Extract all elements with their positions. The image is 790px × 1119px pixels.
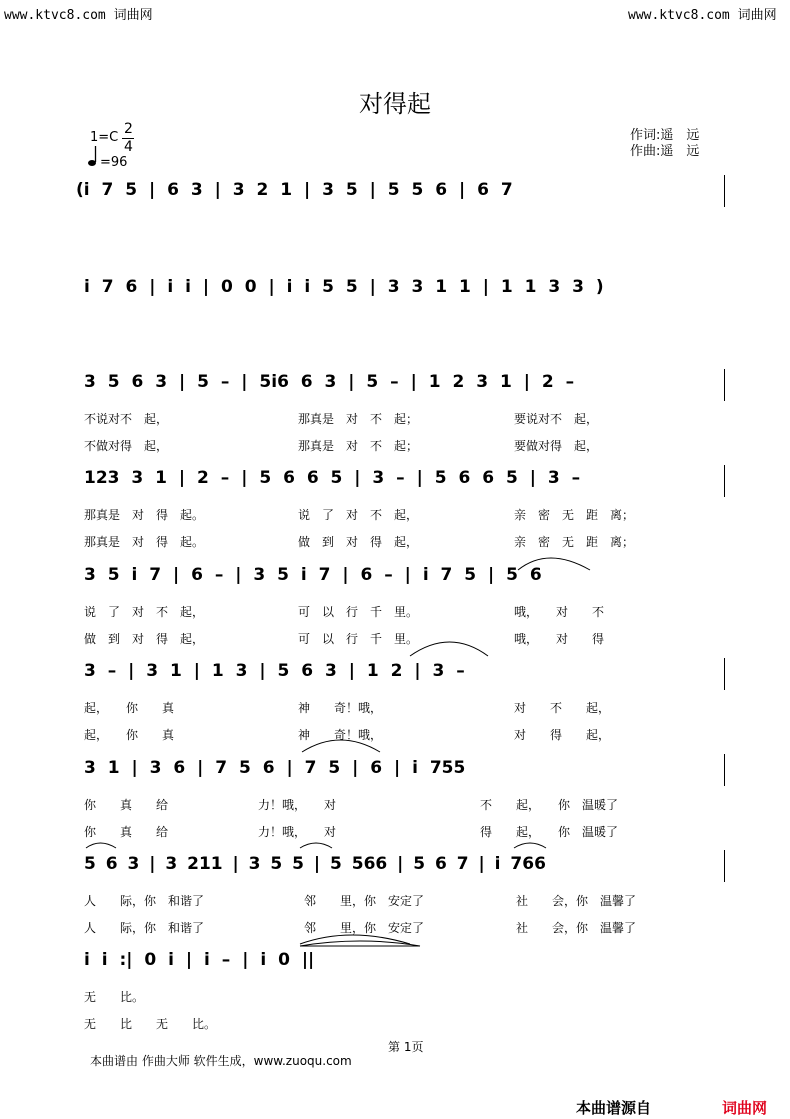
lyric-row-7b-3: 得 起， 你 温暖了 (480, 825, 619, 839)
lyric-row-4a-1: 那真是 对 得 起。 (84, 508, 205, 522)
lyric-row-5a-3: 哦， 对 不 (514, 605, 605, 619)
time-signature-top: 2 (124, 121, 133, 137)
watermark-right: www.ktvc8.com 词曲网 (628, 8, 777, 23)
lyric-row-3b-2: 那真是 对 不 起； (298, 439, 419, 453)
lyric-row-4b-3: 亲 密 无 距 离； (514, 535, 635, 549)
lyric-row-3b-3: 要做对得 起， (514, 439, 599, 453)
lyric-row-5b-1: 做 到 对 得 起， (84, 632, 205, 646)
lyric-row-7a-1: 你 真 给 (84, 798, 169, 812)
lyric-row-8b-2: 邻 里，你 安定了 (304, 921, 425, 935)
lyricist: 作词:遥 远 (630, 128, 700, 143)
composer: 作曲:遥 远 (630, 144, 700, 159)
melody-row-7: 3 1 | 3 6 | 7 5 6 | 7 5 | 6 | i 755 (84, 758, 466, 778)
melody-row-2: i 7 6 | i i | 0 0 | i i 5 5 | 3 3 1 1 | 1 1 3 3 ) (84, 277, 604, 297)
lyric-row-6b-3: 对 得 起， (514, 728, 611, 742)
lyric-row-6b-2: 神 奇！哦， (298, 728, 383, 742)
time-signature-bottom: 4 (124, 139, 133, 155)
lyric-row-3b-1: 不做对得 起， (84, 439, 169, 453)
lyric-row-6a-2: 神 奇！哦， (298, 701, 383, 715)
ci-qu-wang-logo[interactable]: 词曲网 (722, 1099, 768, 1117)
melody-row-1: (i 7 5 | 6 3 | 3 2 1 | 3 5 | 5 5 6 | 6 7 (76, 180, 513, 200)
lyric-row-6b-1: 起， 你 真 (84, 728, 175, 742)
lyric-row-7a-2: 力！哦， 对 (258, 798, 337, 812)
lyric-row-4a-2: 说 了 对 不 起， (298, 508, 419, 522)
lyric-row-7a-3: 不 起， 你 温暖了 (480, 798, 619, 812)
lyric-row-8b-3: 社 会，你 温馨了 (516, 921, 637, 935)
watermark-left: www.ktvc8.com 词曲网 (4, 8, 153, 23)
lyric-row-9a: 无 比。 (84, 990, 145, 1004)
lyric-row-3a-1: 不说对不 起， (84, 412, 169, 426)
lyric-row-6a-1: 起， 你 真 (84, 701, 175, 715)
lyric-row-4a-3: 亲 密 无 距 离； (514, 508, 635, 522)
lyric-row-5b-2: 可 以 行 千 里。 (298, 632, 419, 646)
lyric-row-6a-3: 对 不 起， (514, 701, 611, 715)
melody-row-9: i i :| 0 i | i – | i 0 || (84, 950, 315, 970)
lyric-row-5b-3: 哦， 对 得 (514, 632, 605, 646)
lyric-row-7b-2: 力！哦， 对 (258, 825, 337, 839)
page-number: 第 1页 (388, 1040, 424, 1054)
lyric-row-4b-1: 那真是 对 得 起。 (84, 535, 205, 549)
melody-row-6: 3 – | 3 1 | 1 3 | 5 6 3 | 1 2 | 3 – (84, 661, 465, 681)
melody-row-4: 123 3 1 | 2 – | 5 6 6 5 | 3 – | 5 6 6 5 | 3 – (84, 468, 581, 488)
footer-source-label: 本曲谱源自 (576, 1099, 652, 1117)
lyric-row-5a-2: 可 以 行 千 里。 (298, 605, 419, 619)
lyric-row-8a-2: 邻 里，你 安定了 (304, 894, 425, 908)
lyric-row-9b: 无 比 无 比。 (84, 1017, 217, 1031)
song-title: 对得起 (359, 90, 431, 118)
lyric-row-4b-2: 做 到 对 得 起， (298, 535, 419, 549)
lyric-row-8a-3: 社 会，你 温馨了 (516, 894, 637, 908)
melody-row-3: 3 5 6 3 | 5 – | 5i6 6 3 | 5 – | 1 2 3 1 | 2 – (84, 372, 575, 392)
tempo: =96 (100, 155, 128, 170)
melody-row-8: 5 6 3 | 3 211 | 3 5 5 | 5 566 | 5 6 7 | i 766 (84, 854, 546, 874)
lyric-row-8b-1: 人 际，你 和谐了 (84, 921, 205, 935)
lyric-row-3a-2: 那真是 对 不 起； (298, 412, 419, 426)
lyric-row-3a-3: 要说对不 起， (514, 412, 599, 426)
key-signature: 1=C (90, 130, 119, 145)
lyric-row-8a-1: 人 际，你 和谐了 (84, 894, 205, 908)
footer-generator-note: 本曲谱由 作曲大师 软件生成，www.zuoqu.com (90, 1054, 352, 1068)
lyric-row-5a-1: 说 了 对 不 起， (84, 605, 205, 619)
lyric-row-7b-1: 你 真 给 (84, 825, 169, 839)
melody-row-5: 3 5 i 7 | 6 – | 3 5 i 7 | 6 – | i 7 5 | 5 6 (84, 565, 542, 585)
